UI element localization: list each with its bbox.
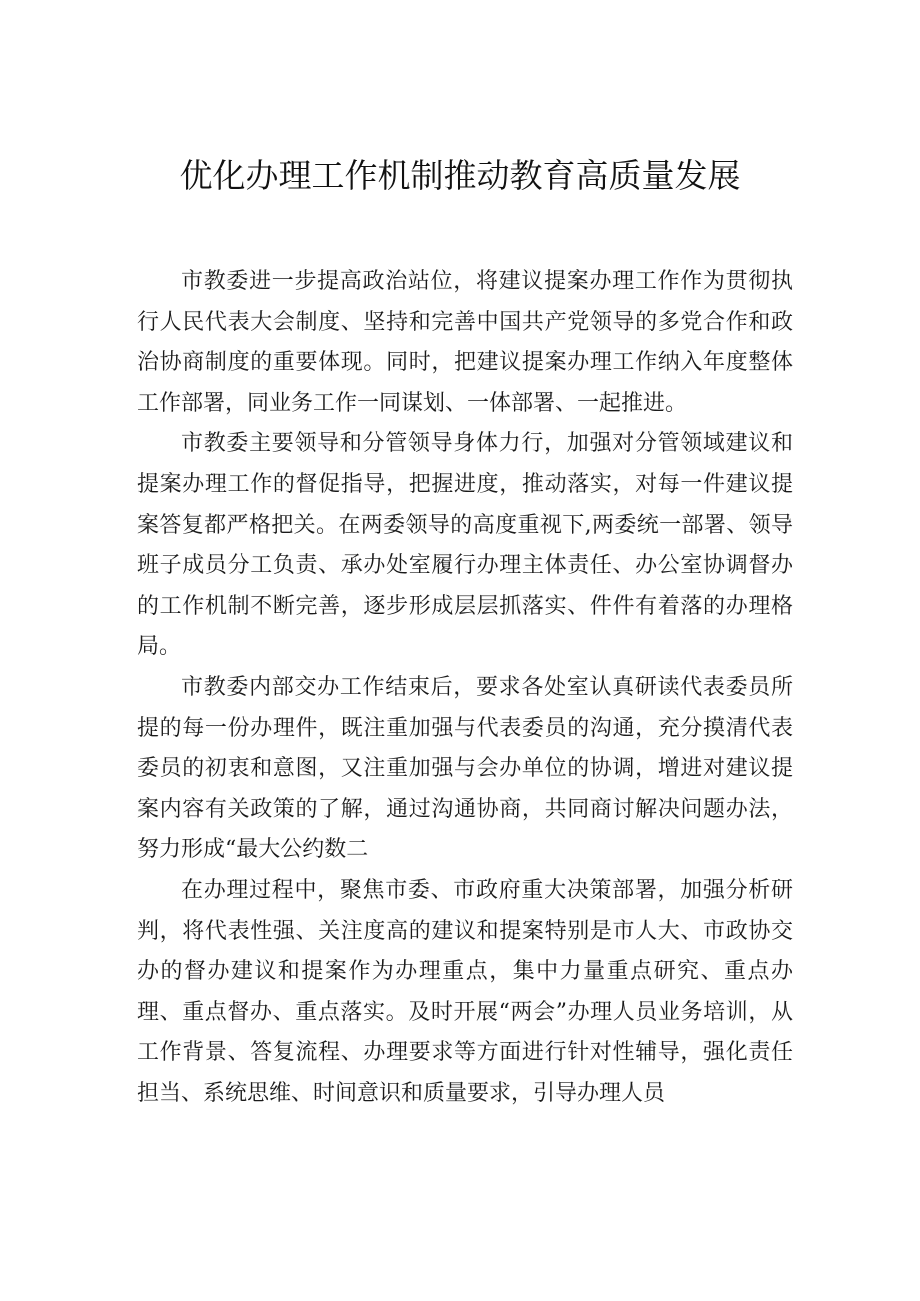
paragraph: 在办理过程中，聚焦市委、市政府重大决策部署，加强分析研判，将代表性强、关注度高的建议和提案特别是市人大、市政协交办的督办建议和提案作为办理重点，集中力量重点研究、重点办理、重点督办、重点落实。及时开展“两会”办理人员业务培训，从工作背景、答复流程、办理要求等方面进行针对性辅导，强化责任担当、系统思维、时间意识和质量要求，引导办理人员 [137,877,793,1106]
document-title: 优化办理工作机制推动教育高质量发展 [179,156,741,195]
paragraph: 市教委主要领导和分管领导身体力行，加强对分管领域建议和提案办理工作的督促指导，把握进度，推动落实，对每一件建议提案答复都严格把关。在两委领导的高度重视下,两委统一部署、领导班子成员分工负责、承办处室履行办理主体责任、办公室协调督办的工作机制不断完善，逐步形成层层抓落实、件件有着落的办理格局。 [137,431,793,660]
paragraph: 市教委进一步提高政治站位，将建议提案办理工作作为贯彻执行人民代表大会制度、坚持和完善中国共产党领导的多党合作和政治协商制度的重要体现。同时，把建议提案办理工作纳入年度整体工作部署，同业务工作一同谋划、一体部署、一起推进。 [137,269,793,416]
document-body [137,262,793,1114]
paragraph: 市教委内部交办工作结束后，要求各处室认真研读代表委员所提的每一份办理件，既注重加强与代表委员的沟通，充分摸清代表委员的初衷和意图，又注重加强与会办单位的协调，增进对建议提案内容有关政策的了解，通过沟通协商，共同商讨解决问题办法，努力形成“最大公约数二 [137,674,793,863]
